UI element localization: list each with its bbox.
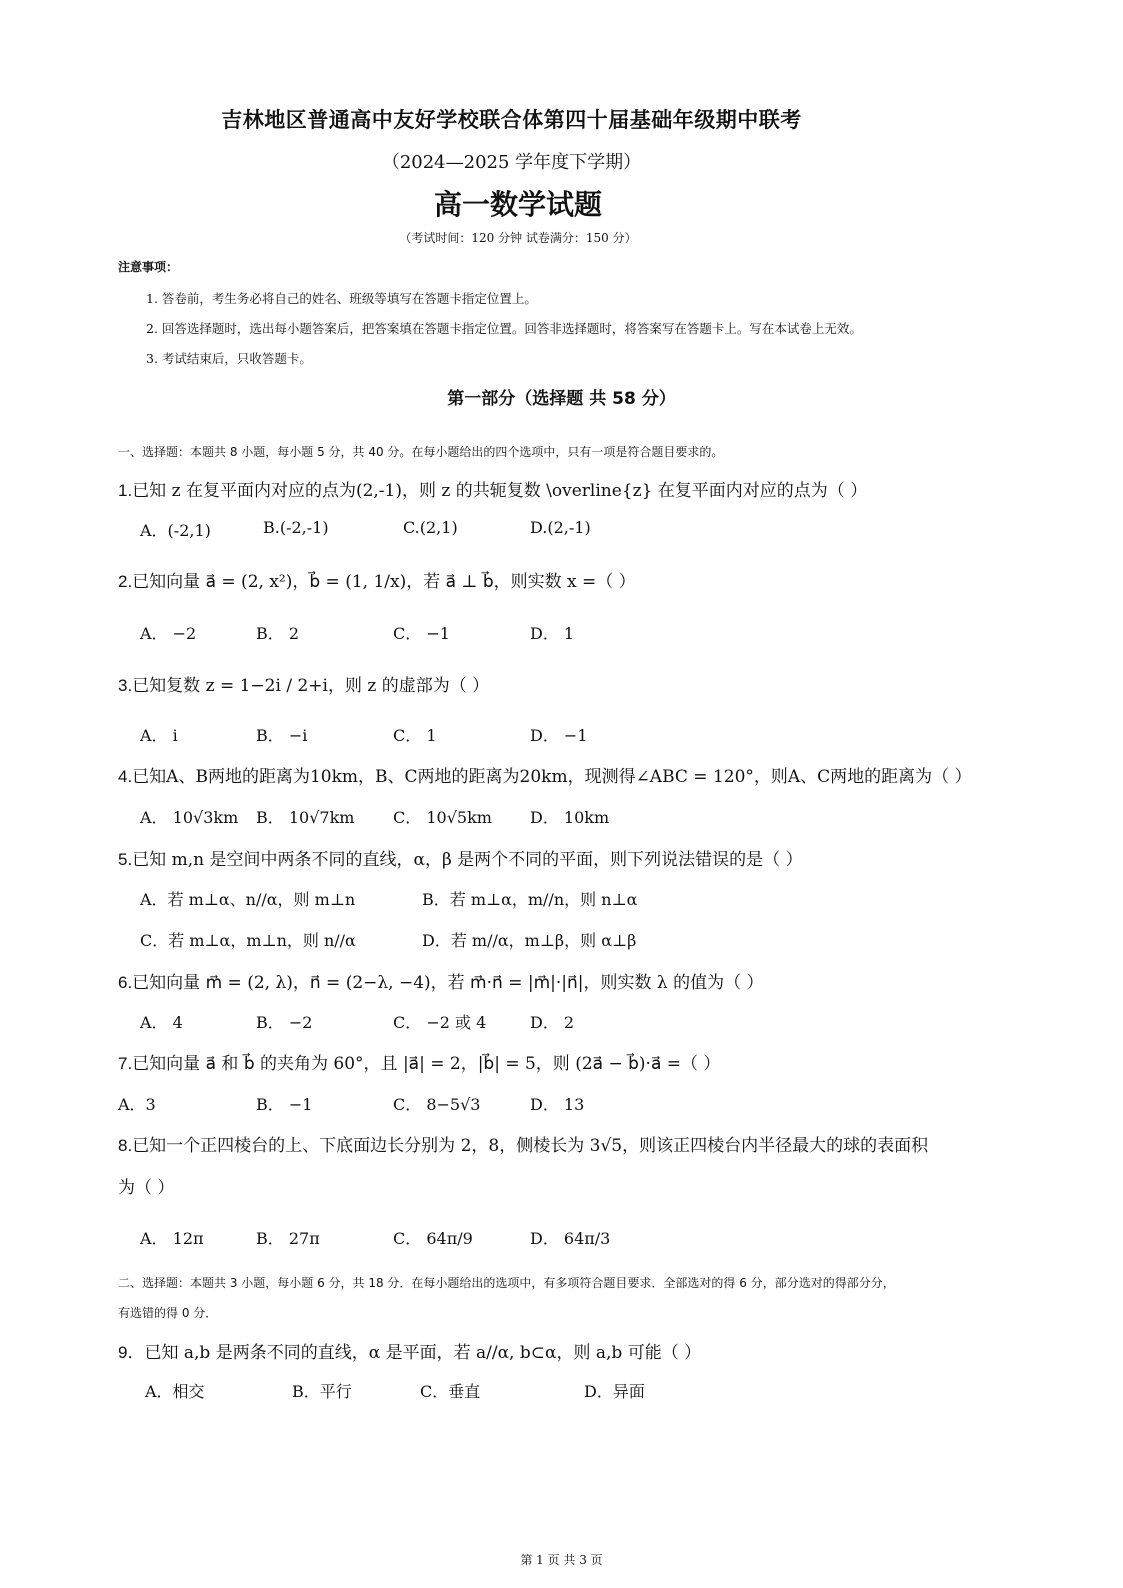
question-9: [118, 1338, 701, 1363]
option-b: B． −i: [256, 726, 308, 745]
option-a: A．若 m⊥α、n//α，则 m⊥n: [140, 890, 356, 909]
question-number: 2.: [118, 572, 133, 591]
question-number: 6.: [118, 973, 133, 992]
question-number: 9．: [118, 1343, 145, 1362]
question-text: 已知一个正四棱台的上、下底面边长分别为 2，8，侧棱长为 3√5，则该正四棱台内半径最大的球的表面积: [132, 1136, 929, 1156]
option-a: A． 10√3km: [140, 808, 239, 827]
option-a: A． −2: [140, 624, 197, 643]
question-number: 3.: [118, 676, 133, 695]
option-c: C． 64π/9: [393, 1229, 473, 1248]
question-number: 4.: [118, 767, 133, 786]
exam-title: 吉林地区普通高中友好学校联合体第四十届基础年级期中联考: [221, 107, 802, 132]
option-a: A． 4: [140, 1013, 183, 1032]
option-b: B． 2: [256, 624, 300, 643]
option-c: C． 8−5√3: [393, 1095, 481, 1114]
option-c: C.(2,1): [403, 518, 458, 537]
exam-meta: （考试时间：120 分钟 试卷满分：150 分）: [399, 231, 637, 245]
note-item: 2. 回答选择题时，选出每小题答案后，把答案填在答题卡指定位置。回答非选择题时，将答案写在答题卡上。写在本试卷上无效。: [146, 321, 862, 336]
option-d: D． 1: [530, 624, 575, 643]
option-b: B． 27π: [256, 1229, 320, 1248]
option-b: B．平行: [292, 1382, 352, 1401]
exam-term: （2024—2025 学年度下学期）: [381, 152, 642, 173]
option-d: D．异面: [584, 1382, 645, 1401]
option-a: A． 12π: [140, 1229, 204, 1248]
option-c: C． 1: [393, 726, 437, 745]
option-c: C．垂直: [420, 1382, 481, 1401]
option-c: C． −1: [393, 624, 450, 643]
question-text: 已知 a,b 是两条不同的直线，α 是平面，若 a//α, b⊂α，则 a,b 可能（ ）: [144, 1343, 702, 1363]
question-7: [118, 1049, 720, 1074]
question-4: [118, 762, 972, 787]
question-3: [118, 671, 489, 696]
question-6: [118, 968, 764, 993]
question-text: 已知A、B两地的距离为10km，B、C两地的距离为20km，现测得∠ABC = 120°，则A、C两地的距离为（ ）: [132, 767, 972, 787]
section-heading: 二、选择题：本题共 3 小题，每小题 6 分，共 18 分．在每小题给出的选项中，有多项符合题目要求．全部选对的得 6 分，部分选对的得部分分，: [118, 1276, 895, 1290]
part-heading: 第一部分（选择题 共 58 分）: [447, 389, 676, 409]
question-text: 已知 z 在复平面内对应的点为(2,-1)，则 z 的共轭复数 \overline{z} 在复平面内对应的点为（ ）: [132, 481, 868, 501]
option-d: D． 2: [530, 1013, 575, 1032]
question-number: 1.: [118, 481, 133, 500]
section-heading: 一、选择题：本题共 8 小题，每小题 5 分，共 40 分。在每小题给出的四个选项中，只有一项是符合题目要求的。: [118, 445, 724, 459]
page-footer: 第 1 页 共 3 页: [520, 1553, 603, 1567]
note-item: 1. 答卷前，考生务必将自己的姓名、班级等填写在答题卡指定位置上。: [146, 291, 537, 306]
question-8-continued: 为（ ）: [118, 1178, 175, 1198]
option-a: A． i: [140, 726, 178, 745]
option-a: A．3: [118, 1095, 156, 1114]
question-text: 已知向量 a⃗ = (2, x²)，b⃗ = (1, 1/x)，若 a⃗ ⊥ b⃗，则实数 x =（ ）: [132, 572, 636, 592]
option-b: B． 10√7km: [256, 808, 355, 827]
question-number: 5.: [118, 850, 133, 869]
question-1: [118, 476, 867, 501]
option-d: D． 13: [530, 1095, 585, 1114]
section-heading-continued: 有选错的得 0 分．: [118, 1306, 218, 1320]
note-item: 3. 考试结束后，只收答题卡。: [146, 351, 312, 366]
option-d: D．若 m//α，m⊥β，则 α⊥β: [422, 931, 637, 950]
option-d: D． 10km: [530, 808, 610, 827]
option-b: B．若 m⊥α，m//n，则 n⊥α: [422, 890, 638, 909]
option-a: A．相交: [145, 1382, 205, 1401]
question-text: 已知复数 z = 1−2i / 2+i，则 z 的虚部为（ ）: [132, 676, 490, 696]
option-d: D． −1: [530, 726, 588, 745]
notes-heading: 注意事项：: [118, 260, 179, 274]
option-b: B.(-2,-1): [263, 518, 329, 537]
option-a: A．(-2,1): [140, 521, 211, 540]
question-2: [118, 567, 636, 592]
question-number: 8.: [118, 1136, 133, 1155]
option-c: C． −2 或 4: [393, 1013, 487, 1032]
question-5: [118, 845, 803, 870]
question-text: 已知 m,n 是空间中两条不同的直线，α，β 是两个不同的平面，则下列说法错误的是（ ）: [132, 850, 803, 870]
question-8: [118, 1131, 928, 1156]
option-b: B． −2: [256, 1013, 313, 1032]
option-d: D． 64π/3: [530, 1229, 611, 1248]
exam-subject: 高一数学试题: [433, 188, 602, 221]
option-b: B． −1: [256, 1095, 313, 1114]
question-text: 已知向量 a⃗ 和 b⃗ 的夹角为 60°，且 |a⃗| = 2，|b⃗| = 5，则 (2a⃗ − b⃗)·a⃗ =（ ）: [132, 1054, 721, 1074]
option-c: C． 10√5km: [393, 808, 492, 827]
option-c: C．若 m⊥α，m⊥n，则 n//α: [140, 931, 356, 950]
question-number: 7.: [118, 1054, 133, 1073]
question-text: 已知向量 m⃗ = (2, λ)，n⃗ = (2−λ, −4)，若 m⃗·n⃗ = |m⃗|·|n⃗|，则实数 λ 的值为（ ）: [132, 973, 764, 993]
option-d: D.(2,-1): [530, 518, 591, 537]
